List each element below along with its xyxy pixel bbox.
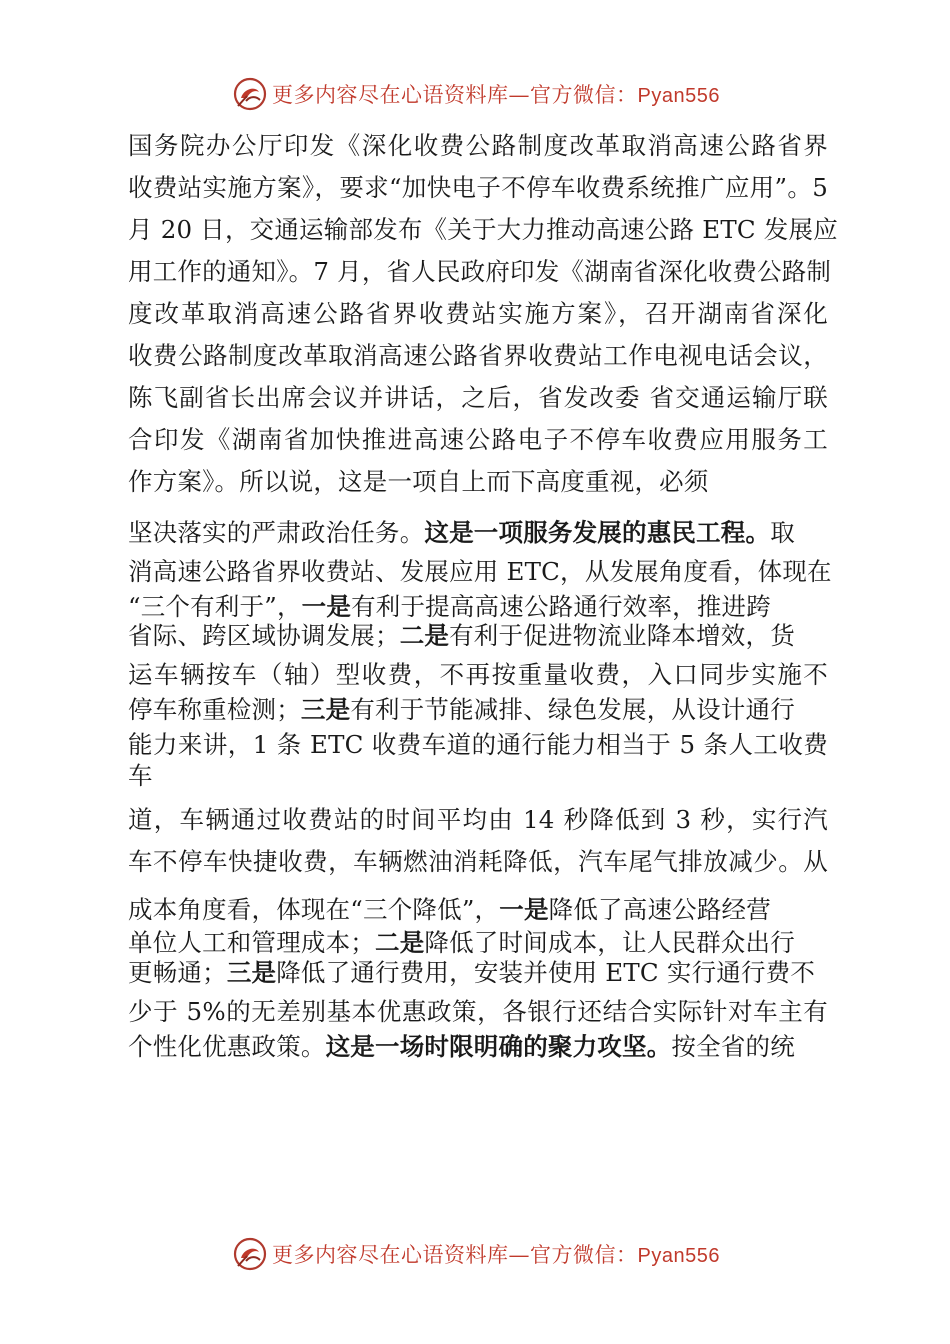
header-wechat-id: Pyan556 xyxy=(637,85,720,107)
footer-wechat-id: Pyan556 xyxy=(637,1245,720,1267)
text-line: 度改革取消高速公路省界收费站实施方案》，召开湖南省深化 xyxy=(128,299,828,328)
text-line: 收费站实施方案》，要求“加快电子不停车收费系统推广应用”。5 xyxy=(128,173,828,202)
rose-logo-icon xyxy=(232,76,268,112)
header-banner xyxy=(0,72,950,116)
header-banner-text: 更多内容尽在心语资料库—官方微信：Pyan556 xyxy=(272,83,720,107)
text-line: 作方案》。所以说，这是一项自上而下高度重视，必须 xyxy=(128,467,709,496)
text-line: 停车称重检测；三是有利于节能减排、绿色发展，从设计通行 xyxy=(128,695,795,724)
rose-logo-icon xyxy=(232,1236,268,1272)
footer-banner xyxy=(0,1232,950,1276)
text-line: 车 xyxy=(128,761,153,790)
bold-heading: 这是一场时限明确的聚力攻坚。 xyxy=(325,1032,672,1061)
text-line: 国务院办公厅印发《深化收费公路制度改革取消高速公路省界 xyxy=(128,131,828,160)
bold-heading: 这是一项服务发展的惠民工程。 xyxy=(424,518,771,547)
footer-banner-text: 更多内容尽在心语资料库—官方微信：Pyan556 xyxy=(272,1243,720,1267)
text-line: 用工作的通知》。7 月，省人民政府印发《湖南省深化收费公路制 xyxy=(128,257,832,286)
text-line: 月 20 日，交通运输部发布《关于大力推动高速公路 ETC 发展应 xyxy=(128,215,838,244)
text-line: 省际、跨区域协调发展；二是有利于促进物流业降本增效，货 xyxy=(128,621,795,650)
text-line: 少于 5%的无差别基本优惠政策，各银行还结合实际针对车主有 xyxy=(128,997,828,1026)
text-line: 陈飞副省长出席会议并讲话，之后，省发改委 省交通运输厅联 xyxy=(128,383,828,412)
text-line: 运车辆按车（轴）型收费，不再按重量收费，入口同步实施不 xyxy=(128,660,828,689)
bold-marker: 一是 xyxy=(301,592,352,621)
text-line: 收费公路制度改革取消高速公路省界收费站工作电视电话会议， xyxy=(128,341,828,370)
text-line: 更畅通；三是降低了通行费用，安装并使用 ETC 实行通行费不 xyxy=(128,958,816,987)
text-line: “三个有利于”，一是有利于提高高速公路通行效率，推进跨 xyxy=(128,592,771,621)
text-line: 个性化优惠政策。这是一场时限明确的聚力攻坚。按全省的统 xyxy=(128,1032,795,1061)
bold-marker: 二是 xyxy=(399,621,450,650)
text-line: 道，车辆通过收费站的时间平均由 14 秒降低到 3 秒，实行汽 xyxy=(128,805,828,834)
text-line: 消高速公路省界收费站、发展应用 ETC，从发展角度看，体现在 xyxy=(128,557,832,586)
bold-marker: 一是 xyxy=(499,895,549,924)
bold-marker: 三是 xyxy=(300,695,351,724)
bold-marker: 三是 xyxy=(226,958,277,987)
text-line: 车不停车快捷收费，车辆燃油消耗降低，汽车尾气排放减少。从 xyxy=(128,847,828,876)
text-line: 成本角度看，体现在“三个降低”，一是降低了高速公路经营 xyxy=(128,895,771,924)
text-line: 坚决落实的严肃政治任务。这是一项服务发展的惠民工程。取 xyxy=(128,518,795,547)
text-line: 能力来讲，1 条 ETC 收费车道的通行能力相当于 5 条人工收费 xyxy=(128,730,828,759)
text-line: 合印发《湖南省加快推进高速公路电子不停车收费应用服务工 xyxy=(128,425,828,454)
text-line: 单位人工和管理成本；二是降低了时间成本，让人民群众出行 xyxy=(128,928,795,957)
bold-marker: 二是 xyxy=(375,928,425,957)
